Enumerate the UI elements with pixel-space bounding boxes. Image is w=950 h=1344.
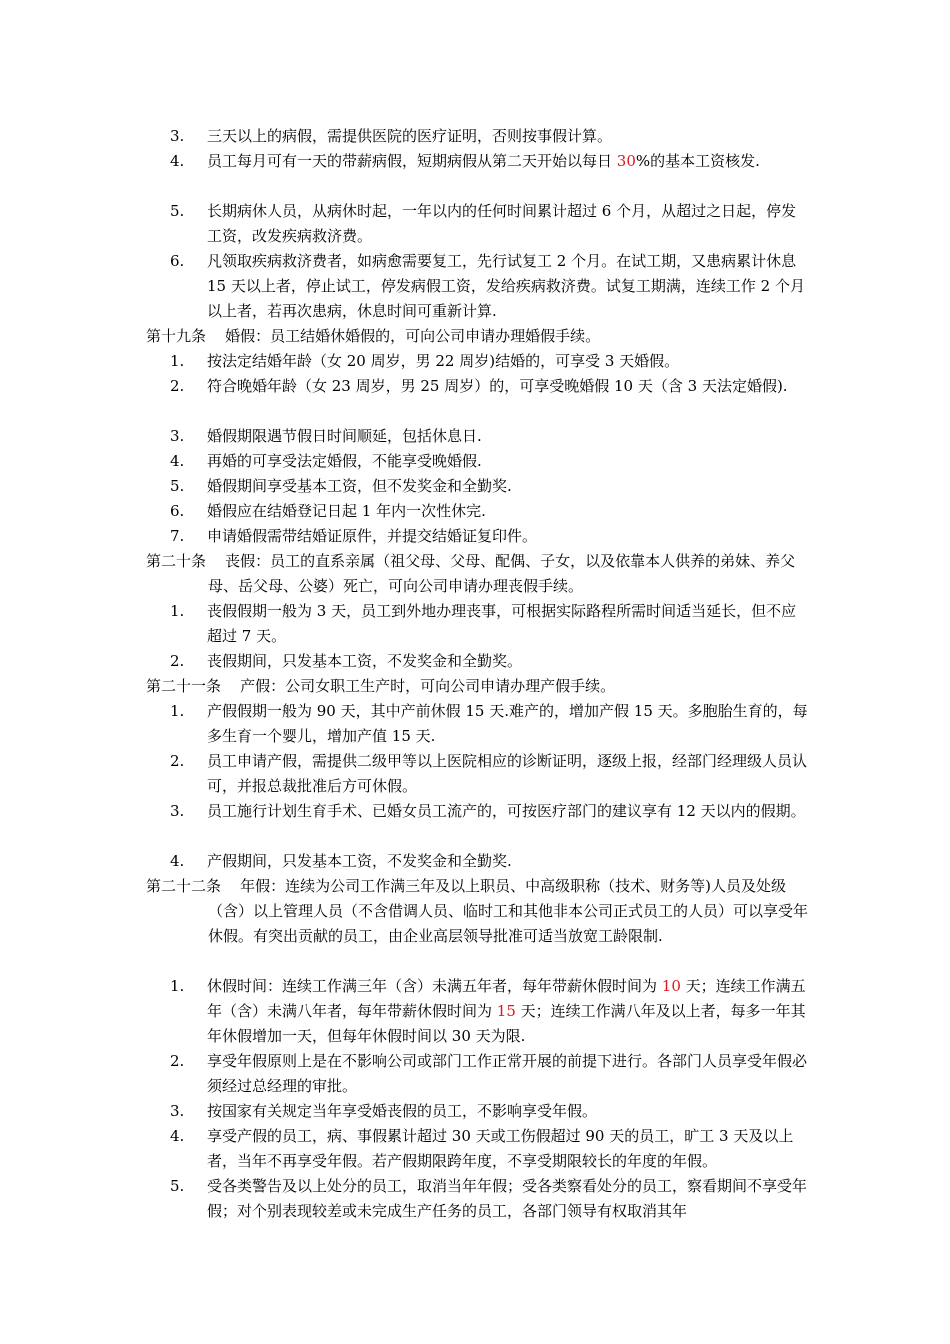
list-item-text: 婚假期限遇节假日时间顺延，包括休息日. xyxy=(207,427,482,445)
list-item-text: 申请婚假需带结婚证原件，并提交结婚证复印件。 xyxy=(207,527,538,545)
list-item xyxy=(170,1124,810,1174)
list-item-number: 7. xyxy=(170,527,185,545)
list-item xyxy=(170,374,810,399)
highlighted-number: 10 xyxy=(661,977,681,995)
list-item xyxy=(170,449,810,474)
list-item-number: 5. xyxy=(170,202,185,220)
list-item xyxy=(170,424,810,449)
list-item xyxy=(170,499,810,524)
list-item-text: 员工每月可有一天的带薪病假，短期病假从第二天开始以每日 30%的基本工资核发. xyxy=(207,152,760,170)
list-item-number: 3. xyxy=(170,802,185,820)
list-item xyxy=(170,749,810,799)
list-item xyxy=(170,799,810,824)
highlighted-number: 15 xyxy=(496,1002,516,1020)
list-item xyxy=(170,124,810,149)
list-item xyxy=(170,699,810,749)
list-item-text: 享受产假的员工，病、事假累计超过 30 天或工伤假超过 90 天的员工，旷工 3 天及以上者，当年不再享受年假。若产假期限跨年度，不享受期限较长的年度的年假。 xyxy=(207,1127,794,1170)
list-item-text: 休假时间：连续工作满三年（含）未满五年者，每年带薪休假时间为 10 天；连续工作满五年（含）未满八年者，每年带薪休假时间为 15 天；连续工作满八年及以上者，每多一年其年休假增加一天，但每年休假时间以 30 天为限. xyxy=(207,977,806,1045)
list-item-text: 丧假假期一般为 3 天，员工到外地办理丧事，可根据实际路程所需时间适当延长，但不应超过 7 天。 xyxy=(207,602,797,645)
list-item xyxy=(170,524,810,549)
list-item-number: 4. xyxy=(170,152,185,170)
list-item-text: 再婚的可享受法定婚假，不能享受晚婚假. xyxy=(207,452,482,470)
list-item xyxy=(170,649,810,674)
article-text: 年假：连续为公司工作满三年及以上职员、中高级职称（技术、财务等)人员及处级（含）以上管理人员（不含借调人员、临时工和其他非本公司正式员工的人员）可以享受年休假。有突出贡献的员工，由企业高层领导批准可适当放宽工龄限制. xyxy=(208,877,809,945)
list-item-number: 2. xyxy=(170,377,185,395)
list-item-number: 4. xyxy=(170,452,185,470)
list-item-text: 婚假期间享受基本工资，但不发奖金和全勤奖. xyxy=(207,477,512,495)
list-item xyxy=(170,149,810,174)
list-item-text: 享受年假原则上是在不影响公司或部门工作正常开展的前提下进行。各部门人员享受年假必须经过总经理的审批。 xyxy=(207,1052,808,1095)
list-item-number: 3. xyxy=(170,127,185,145)
list-item-text: 按法定结婚年龄（女 20 周岁，男 22 周岁)结婚的，可享受 3 天婚假。 xyxy=(207,352,680,370)
list-item-number: 1. xyxy=(170,977,185,995)
article-heading: 第二十二条 xyxy=(146,877,222,895)
list-item xyxy=(170,474,810,499)
list-item-number: 3. xyxy=(170,1102,185,1120)
list-item-number: 2. xyxy=(170,1052,185,1070)
article-paragraph xyxy=(146,549,810,599)
list-item-text: 丧假期间，只发基本工资，不发奖金和全勤奖。 xyxy=(207,652,523,670)
list-item-text: 婚假应在结婚登记日起 1 年内一次性休完. xyxy=(207,502,486,520)
article-heading: 第二十条 xyxy=(146,552,207,570)
list-item xyxy=(170,349,810,374)
list-item xyxy=(170,599,810,649)
list-item-number: 1. xyxy=(170,702,185,720)
list-item-text: 符合晚婚年龄（女 23 周岁，男 25 周岁）的，可享受晚婚假 10 天（含 3 天法定婚假). xyxy=(207,377,788,395)
list-item xyxy=(170,849,810,874)
list-item xyxy=(170,199,810,249)
list-item-text: 凡领取疾病救济费者，如病愈需要复工，先行试复工 2 个月。在试工期，又患病累计休息 15 天以上者，停止试工，停发病假工资，发给疾病救济费。试复工期满，连续工作 2 个月以上者，若再次患病，休息时间可重新计算. xyxy=(207,252,805,320)
article-text: 婚假：员工结婚休婚假的，可向公司申请办理婚假手续。 xyxy=(225,327,601,345)
list-item-text: 三天以上的病假，需提供医院的医疗证明，否则按事假计算。 xyxy=(207,127,613,145)
list-item-number: 6. xyxy=(170,502,185,520)
list-item-text: 受各类警告及以上处分的员工，取消当年年假；受各类察看处分的员工，察看期间不享受年假；对个别表现较差或未完成生产任务的员工，各部门领导有权取消其年 xyxy=(207,1177,808,1220)
list-item-number: 1. xyxy=(170,352,185,370)
list-item xyxy=(170,1099,810,1124)
list-item-number: 2. xyxy=(170,652,185,670)
article-text: 丧假：员工的直系亲属（祖父母、父母、配偶、子女，以及依靠本人供养的弟妹、养父母、岳父母、公婆）死亡，可向公司申请办理丧假手续。 xyxy=(208,552,796,595)
article-heading: 第二十一条 xyxy=(146,677,222,695)
list-item-text: 产假假期一般为 90 天，其中产前休假 15 天.难产的，增加产假 15 天。多胞胎生育的，每多生育一个婴儿，增加产值 15 天. xyxy=(207,702,808,745)
list-item-text: 长期病休人员，从病休时起，一年以内的任何时间累计超过 6 个月，从超过之日起，停发工资，改发疾病救济费。 xyxy=(207,202,797,245)
article-text: 产假：公司女职工生产时，可向公司申请办理产假手续。 xyxy=(240,677,616,695)
list-item-text: 员工申请产假，需提供二级甲等以上医院相应的诊断证明，逐级上报，经部门经理级人员认可，并报总裁批准后方可休假。 xyxy=(207,752,808,795)
list-item-number: 5. xyxy=(170,477,185,495)
list-item-number: 1. xyxy=(170,602,185,620)
article-paragraph xyxy=(146,874,810,949)
list-item-number: 4. xyxy=(170,852,185,870)
highlighted-number: 30 xyxy=(616,152,636,170)
list-item-text: 产假期间，只发基本工资，不发奖金和全勤奖. xyxy=(207,852,512,870)
article-paragraph xyxy=(146,674,810,699)
list-item-number: 4. xyxy=(170,1127,185,1145)
list-item-number: 6. xyxy=(170,252,185,270)
list-item-number: 3. xyxy=(170,427,185,445)
list-item-text: 员工施行计划生育手术、已婚女员工流产的，可按医疗部门的建议享有 12 天以内的假期。 xyxy=(207,802,806,820)
list-item xyxy=(170,1174,810,1224)
article-paragraph xyxy=(146,324,810,349)
list-item xyxy=(170,249,810,324)
list-item xyxy=(170,1049,810,1099)
article-heading: 第十九条 xyxy=(146,327,207,345)
list-item xyxy=(170,974,810,1049)
list-item-number: 5. xyxy=(170,1177,185,1195)
list-item-number: 2. xyxy=(170,752,185,770)
list-item-text: 按国家有关规定当年享受婚丧假的员工，不影响享受年假。 xyxy=(207,1102,598,1120)
